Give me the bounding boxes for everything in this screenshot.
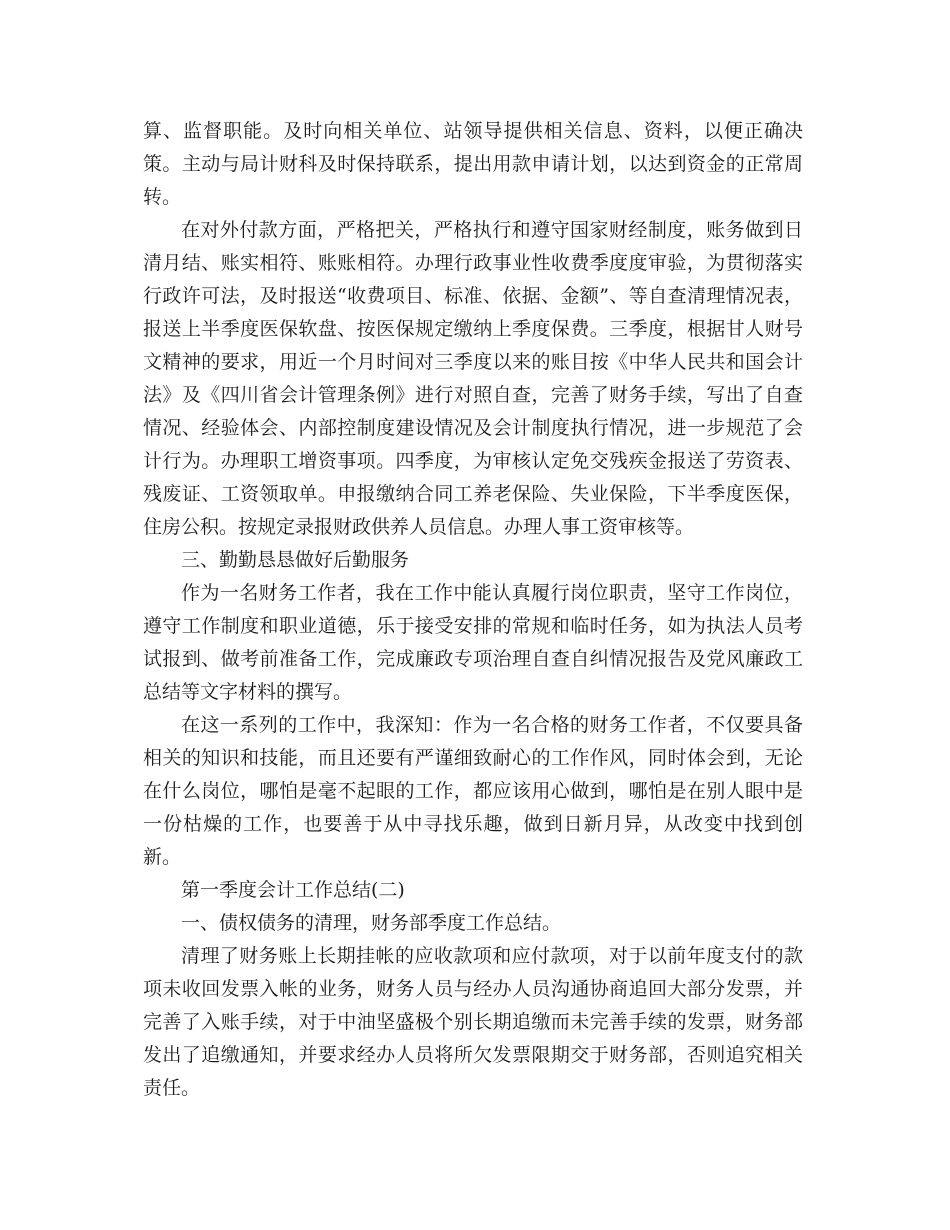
subtitle-summary-2: 第一季度会计工作总结(二) <box>181 879 405 901</box>
paragraph-4: 作为一名财务工作者，我在工作中能认真履行岗位职责，坚守工作岗位，遵守工作制度和职业道德，乐于接受安排的常规和临时任务，如为执法人员考试报到、做考前准备工作，完成廉政专项治理自查自纠情况报告及党风廉政工总结等文字材料的撰写。 <box>143 582 803 703</box>
paragraph-8: 清理了财务账上长期挂帐的应收款项和应付款项，对于以前年度支付的款项未收回发票入帐的业务，财务人员与经办人员沟通协商追回大部分发票，并完善了入账手续，对于中油坚盛极个别长期追缴而未完善手续的发票，财务部发出了追缴通知，并要求经办人员将所欠发票限期交于财务部，否则追究相关责任。 <box>143 945 803 1099</box>
paragraph-5: 在这一系列的工作中，我深知：作为一名合格的财务工作者，不仅要具备相关的知识和技能，而且还要有严谨细致耐心的工作作风，同时体会到，无论在什么岗位，哪怕是毫不起眼的工作，都应该用心做到，哪怕是在别人眼中是一份枯燥的工作，也要善于从中寻找乐趣，做到日新月异，从改变中找到创新。 <box>143 714 803 868</box>
section-heading-3: 三、勤勤恳恳做好后勤服务 <box>181 549 410 571</box>
section-heading-1: 一、债权债务的清理，财务部季度工作总结。 <box>181 912 562 934</box>
document-body <box>143 115 803 1105</box>
paragraph-2: 在对外付款方面，严格把关，严格执行和遵守国家财经制度，账务做到日清月结、账实相符、账账相符。办理行政事业性收费季度度审验，为贯彻落实行政许可法，及时报送“收费项目、标准、依据、金额”、等自查清理情况表，报送上半季度医保软盘、按医保规定缴纳上季度保费。三季度，根据甘人财号文精神的要求，用近一个月时间对三季度以来的账目按《中华人民共和国会计法》及《四川省会计管理条例》进行对照自查，完善了财务手续，写出了自查情况、经验体会、内部控制度建设情况及会计制度执行情况，进一步规范了会计行为。办理职工增资事项。四季度，为审核认定免交残疾金报送了劳资表、残废证、工资领取单。申报缴纳合同工养老保险、失业保险，下半季度医保，住房公积。按规定录报财政供养人员信息。办理人事工资审核等。 <box>143 219 803 538</box>
paragraph-1: 算、监督职能。及时向相关单位、站领导提供相关信息、资料，以便正确决策。主动与局计财科及时保持联系，提出用款申请计划，以达到资金的正常周转。 <box>143 120 803 208</box>
